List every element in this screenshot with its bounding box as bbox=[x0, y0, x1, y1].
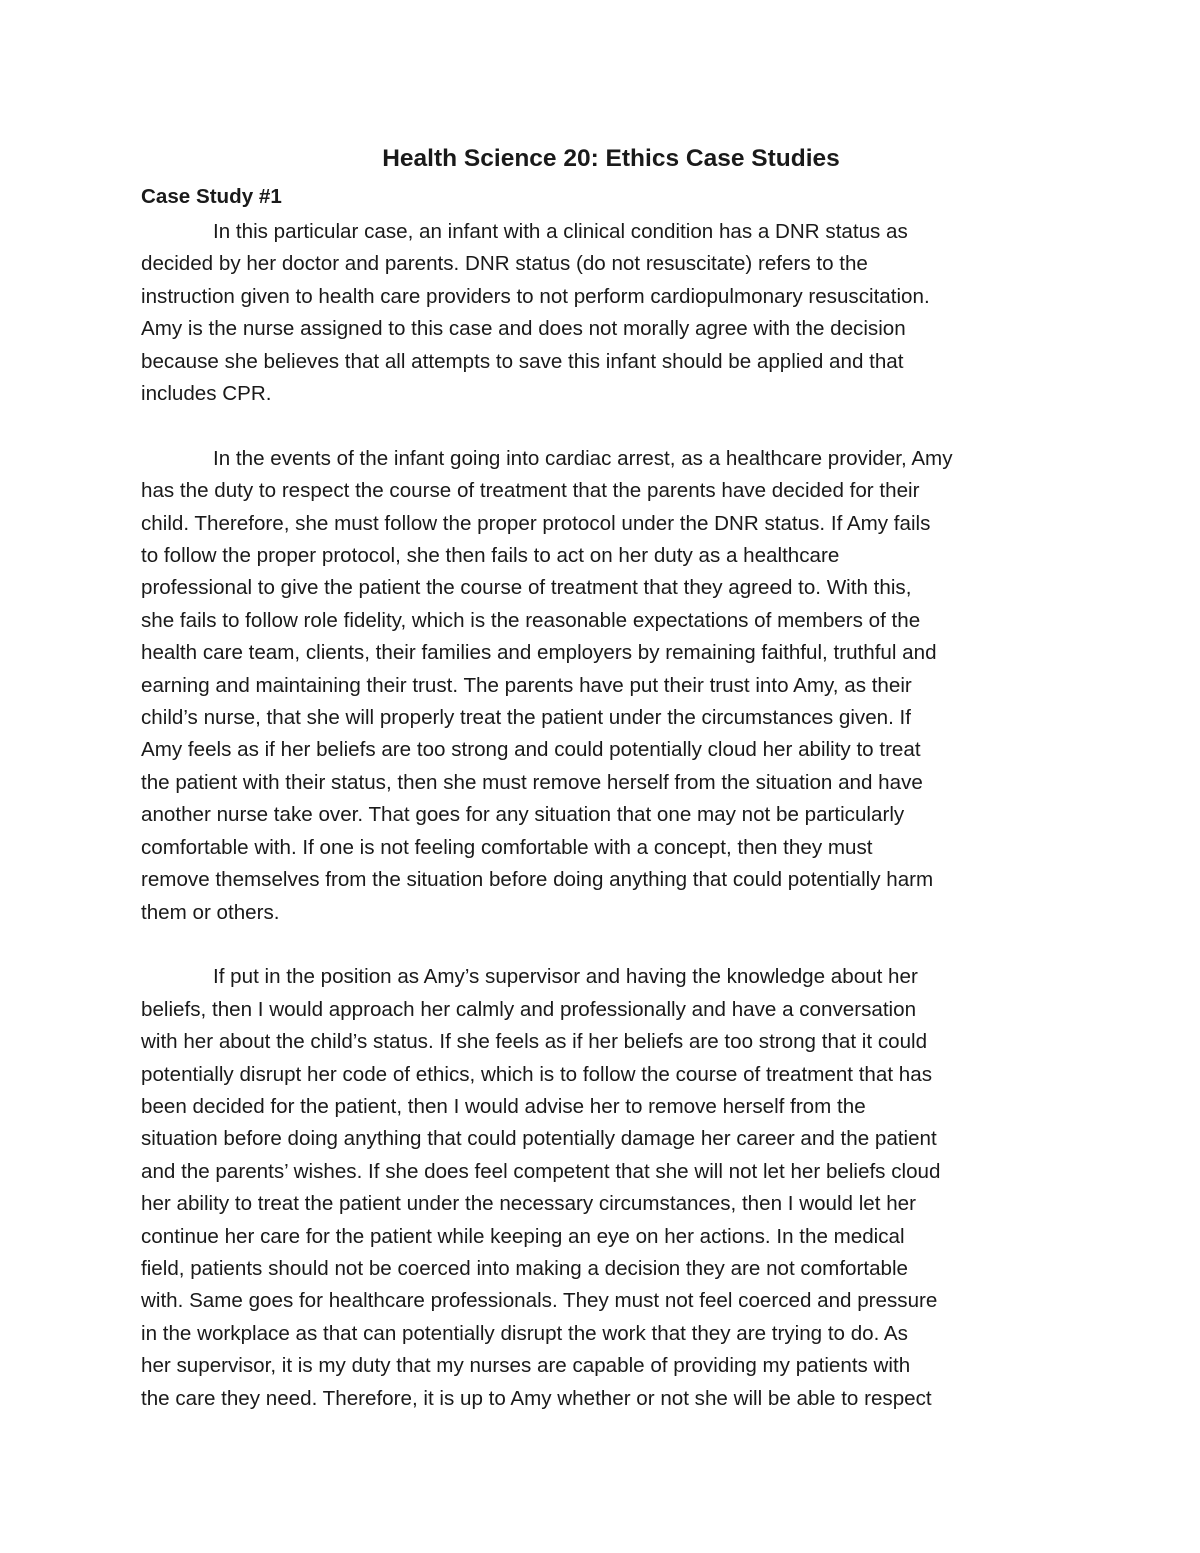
paragraph-line: situation before doing anything that could potentially damage her career and the patient bbox=[141, 1127, 937, 1151]
paragraph-line: and the parents’ wishes. If she does feel competent that she will not let her beliefs cloud bbox=[141, 1159, 941, 1183]
document-title: Health Science 20: Ethics Case Studies bbox=[382, 145, 840, 172]
paragraph-line: instruction given to health care providers to not perform cardiopulmonary resuscitation. bbox=[141, 284, 930, 308]
paragraph-line: health care team, clients, their families and employers by remaining faithful, truthful and bbox=[141, 641, 937, 665]
paragraph-line: If put in the position as Amy’s supervisor and having the knowledge about her bbox=[213, 965, 918, 989]
paragraph bbox=[141, 443, 1081, 929]
paragraph-line: Amy feels as if her beliefs are too strong and could potentially cloud her ability to treat bbox=[141, 738, 921, 762]
paragraph-list bbox=[141, 216, 1081, 1415]
paragraph-line: with her about the child’s status. If she feels as if her beliefs are too strong that it could bbox=[141, 1030, 928, 1054]
paragraph-line: child. Therefore, she must follow the proper protocol under the DNR status. If Amy fails bbox=[141, 511, 931, 535]
paragraph-line: beliefs, then I would approach her calmly and professionally and have a conversation bbox=[141, 997, 917, 1021]
paragraph-line: In this particular case, an infant with a clinical condition has a DNR status as bbox=[213, 220, 908, 243]
paragraph-line: includes CPR. bbox=[141, 382, 272, 406]
paragraph-line: her ability to treat the patient under the necessary circumstances, then I would let her bbox=[141, 1192, 916, 1216]
paragraph-line: because she believes that all attempts to save this infant should be applied and that bbox=[141, 349, 904, 373]
paragraph-line: In the events of the infant going into cardiac arrest, as a healthcare provider, Amy bbox=[213, 446, 953, 470]
paragraph bbox=[141, 216, 1081, 410]
paragraph-line: field, patients should not be coerced into making a decision they are not comfortable bbox=[141, 1256, 909, 1280]
paragraph-line: remove themselves from the situation before doing anything that could potentially harm bbox=[141, 868, 934, 892]
paragraph-line: has the duty to respect the course of treatment that the parents have decided for their bbox=[141, 479, 920, 503]
paragraph-line: another nurse take over. That goes for any situation that one may not be particularly bbox=[141, 803, 905, 827]
paragraph-line: the care they need. Therefore, it is up to Amy whether or not she will be able to respect bbox=[141, 1386, 932, 1410]
paragraph-line: child’s nurse, that she will properly treat the patient under the circumstances given. If bbox=[141, 706, 911, 730]
paragraph-line: professional to give the patient the course of treatment that they agreed to. With this, bbox=[141, 576, 912, 600]
paragraph-line: her supervisor, it is my duty that my nurses are capable of providing my patients with bbox=[141, 1354, 911, 1378]
paragraph-line: she fails to follow role fidelity, which is the reasonable expectations of members of the bbox=[141, 608, 921, 632]
case-study-heading: Case Study #1 bbox=[141, 185, 282, 208]
paragraph-line: comfortable with. If one is not feeling comfortable with a concept, then they must bbox=[141, 835, 873, 859]
paragraph-line: earning and maintaining their trust. The parents have put their trust into Amy, as their bbox=[141, 673, 912, 697]
paragraph-line: the patient with their status, then she must remove herself from the situation and have bbox=[141, 770, 923, 794]
paragraph-line: decided by her doctor and parents. DNR status (do not resuscitate) refers to the bbox=[141, 252, 868, 276]
paragraph-line: with. Same goes for healthcare professionals. They must not feel coerced and pressure bbox=[141, 1289, 938, 1313]
paragraph-line: potentially disrupt her code of ethics, which is to follow the course of treatment that has bbox=[141, 1062, 932, 1086]
paragraph-line: Amy is the nurse assigned to this case and does not morally agree with the decision bbox=[141, 317, 906, 341]
paragraph-line: them or others. bbox=[141, 900, 280, 924]
document-body bbox=[141, 140, 1081, 1447]
paragraph-line: in the workplace as that can potentially disrupt the work that they are trying to do. As bbox=[141, 1321, 908, 1345]
paragraph-line: to follow the proper protocol, she then fails to act on her duty as a healthcare bbox=[141, 544, 840, 568]
paragraph bbox=[141, 961, 1081, 1415]
paragraph-line: continue her care for the patient while keeping an eye on her actions. In the medical bbox=[141, 1224, 905, 1248]
paragraph-line: been decided for the patient, then I would advise her to remove herself from the bbox=[141, 1094, 866, 1118]
